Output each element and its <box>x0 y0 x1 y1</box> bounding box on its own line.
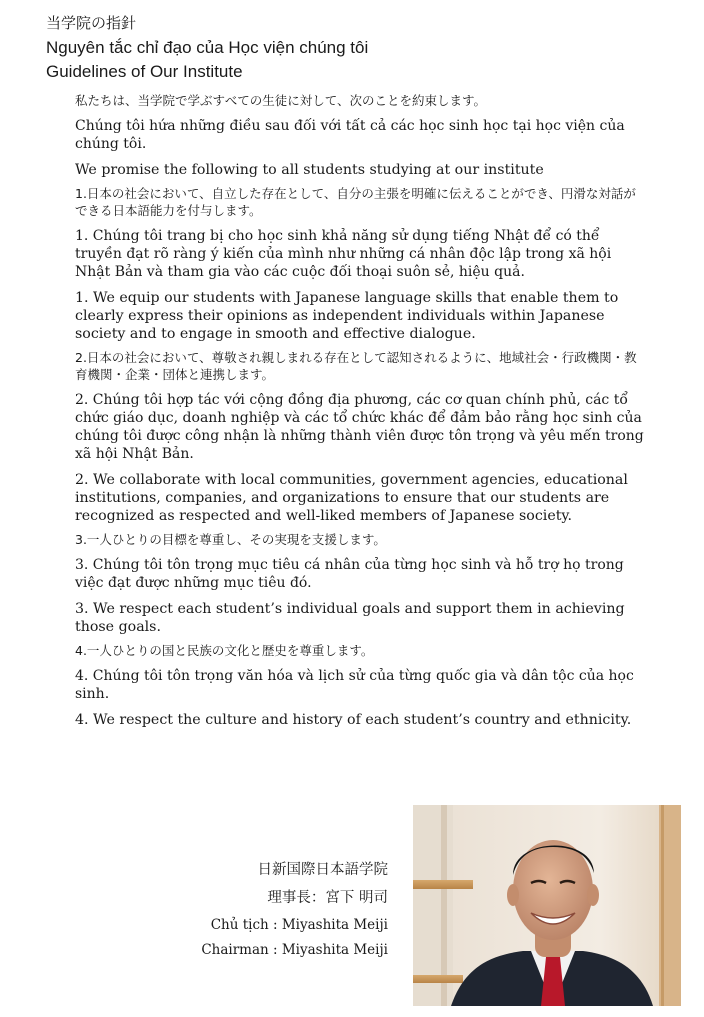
title-english: Guidelines of Our Institute <box>46 62 243 81</box>
chairman-portrait-image <box>413 805 681 1006</box>
item-3-english: 3. We respect each student’s individual goals and support them in achieving those goals. <box>75 601 625 635</box>
intro-japanese: 私たちは、当学院で学ぶすべての生徒に対して、次のことを約束します。 <box>75 93 487 108</box>
intro-english: We promise the following to all students studying at our institute <box>75 162 544 178</box>
signature-chair-english: Chairman : Miyashita Meiji <box>201 942 388 958</box>
item-1-japanese: 1.日本の社会において、自立した存在として、自分の主張を明確に伝えることができ、円滑な対話ができる日本語能力を付与します。 <box>75 186 636 218</box>
item-3-japanese: 3.一人ひとりの目標を尊重し、その実現を支援します。 <box>75 532 386 547</box>
item-2-english: 2. We collaborate with local communities, government agencies, educational institutions, companies, and organizations to ensure that our students are recognized as respected and well-liked members of Japanese society. <box>75 472 628 524</box>
item-2-vietnamese: 2. Chúng tôi hợp tác với cộng đồng địa phương, các cơ quan chính phủ, các tổ chức giáo dục, doanh nghiệp và các tổ chức khác để đảm bảo rằng học sinh của chúng tôi được công nhận là những thành viên được tôn trọng và yêu mến trong xã hội Nhật Bản. <box>75 392 644 462</box>
item-1-vietnamese: 1. Chúng tôi trang bị cho học sinh khả năng sử dụng tiếng Nhật để có thể truyền đạt rõ ràng ý kiến của mình như những cá nhân độc lập trong xã hội Nhật Bản và tham gia vào các cuộc đối thoại suôn sẻ, hiệu quả. <box>75 228 612 280</box>
title-japanese: 当学院の指針 <box>46 14 137 32</box>
signature-chair-vietnamese: Chủ tịch : Miyashita Meiji <box>210 917 388 933</box>
guidelines-body <box>75 92 645 729</box>
item-3-vietnamese: 3. Chúng tôi tôn trọng mục tiêu cá nhân của từng học sinh và hỗ trợ họ trong việc đạt được những mục tiêu đó. <box>75 557 624 591</box>
title-vietnamese: Nguyên tắc chỉ đạo của Học viện chúng tôi <box>46 38 369 57</box>
item-4-japanese: 4.一人ひとりの国と民族の文化と歴史を尊重します。 <box>75 643 374 658</box>
signature-chair-japanese: 理事長：宮下 明司 <box>267 890 388 906</box>
chairman-photo <box>413 805 681 1006</box>
signature-school-name: 日新国際日本語学院 <box>257 862 388 878</box>
item-2-japanese: 2.日本の社会において、尊敬され親しまれる存在として認知されるように、地域社会・行政機関・教育機関・企業・団体と連携します。 <box>75 350 637 382</box>
item-4-english: 4. We respect the culture and history of each student’s country and ethnicity. <box>75 712 632 728</box>
item-1-english: 1. We equip our students with Japanese language skills that enable them to clearly express their opinions as independent individuals within Japanese society and to engage in smooth and effective dialogue. <box>75 290 619 342</box>
item-4-vietnamese: 4. Chúng tôi tôn trọng văn hóa và lịch sử của từng quốc gia và dân tộc của học sinh. <box>75 668 634 702</box>
intro-vietnamese: Chúng tôi hứa những điều sau đối với tất cả các học sinh học tại học viện của chúng tôi. <box>75 118 625 152</box>
